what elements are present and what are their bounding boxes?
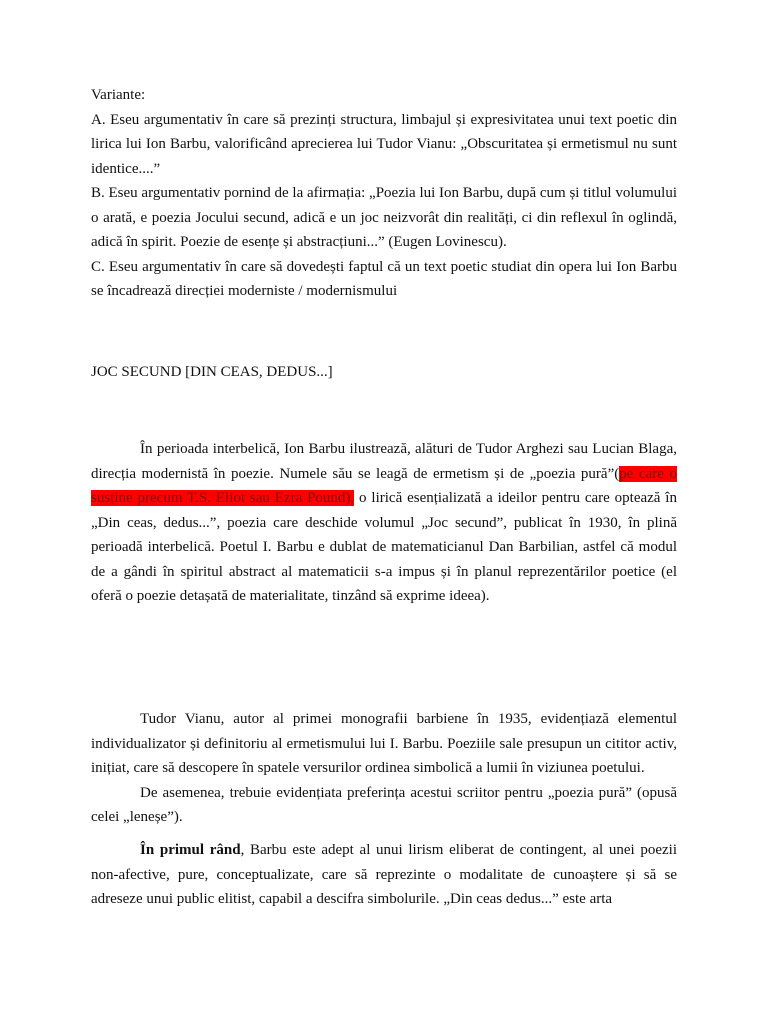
paragraph-3-text: De asemenea, trebuie evidențiata preferința acestui scriitor pentru „poezia pură” (opusă celei „leneșe”). bbox=[91, 784, 677, 825]
paragraph-1-text bbox=[91, 437, 677, 609]
paragraph-4-rest: , Barbu este adept al unui lirism eliberat de contingent, al unei poezii non-afective, pure, conceptualizate, care să reprezinte o modalitate de cunoaștere și să se adreseze unui public elitist, capabil a descifra simbolurile. „Din ceas dedus...” este arta bbox=[91, 842, 678, 907]
paragraph-1-after: o lirică esențializată a ideilor pentru care optează în „Din ceas, dedus...”, poezia care deschide volumul „Joc secund”, publicat în 1930, în plină perioadă interbelică. Poetul I. Barbu e dublat de matematicianul Dan Barbilian, astfel că modul de a gândi în spiritul abstract al matematicii s-a impus și în planul reprezentărilor poetice (el oferă o poezie detașată de materialitate, tinzând să exprime ideea). bbox=[91, 490, 677, 604]
variants-section bbox=[91, 83, 677, 304]
paragraph-2-text: Tudor Vianu, autor al primei monografii barbiene în 1935, evidențiază elementul individualizator și definitoriu al ermetismului lui I. Barbu. Poeziile sale presupun un cititor activ, inițiat, care să descopere în spatele versurilor ordinea simbolică a lumii în viziunea poetului. bbox=[91, 711, 677, 776]
paragraph-1 bbox=[91, 437, 677, 609]
paragraph-1-before: În perioada interbelică, Ion Barbu ilustrează, alături de Tudor Arghezi sau Lucian Blaga, direcția modernistă în poezie. Numele său se leagă de ermetism și de „poezia pură”( bbox=[91, 441, 677, 482]
section-title-block bbox=[91, 360, 677, 385]
variant-b: B. Eseu argumentativ pornind de la afirmația: „Poezia lui Ion Barbu, după cum și titlul volumului o arată, e poezia Jocului secund, adică e un joc neizvorât din realități, ci din reflexul în oglindă, adică în spirit. Poezie de esențe și abstracțiuni...” (Eugen Lovinescu). bbox=[91, 185, 677, 250]
paragraph-4-bold: În primul rând bbox=[140, 842, 241, 858]
paragraph-4-text bbox=[91, 838, 677, 912]
paragraph-2 bbox=[91, 707, 677, 830]
paragraph-4 bbox=[91, 838, 677, 912]
variant-c: C. Eseu argumentativ în care să dovedești faptul că un text poetic studiat din opera lui Ion Barbu se încadrează direcției moderniste / modernismului bbox=[91, 258, 677, 299]
variant-a: A. Eseu argumentativ în care să prezinți structura, limbajul și expresivitatea unui text poetic din lirica lui Ion Barbu, valorificând aprecierea lui Tudor Vianu: „Obscuritatea și ermetismul nu sunt identice....” bbox=[91, 111, 677, 177]
variants-heading: Variante: bbox=[91, 87, 146, 103]
highlighted-text: pe care o susține precum T.S. Eliot sau Ezra Pound), bbox=[91, 465, 677, 506]
section-title: JOC SECUND [DIN CEAS, DEDUS...] bbox=[91, 364, 333, 380]
